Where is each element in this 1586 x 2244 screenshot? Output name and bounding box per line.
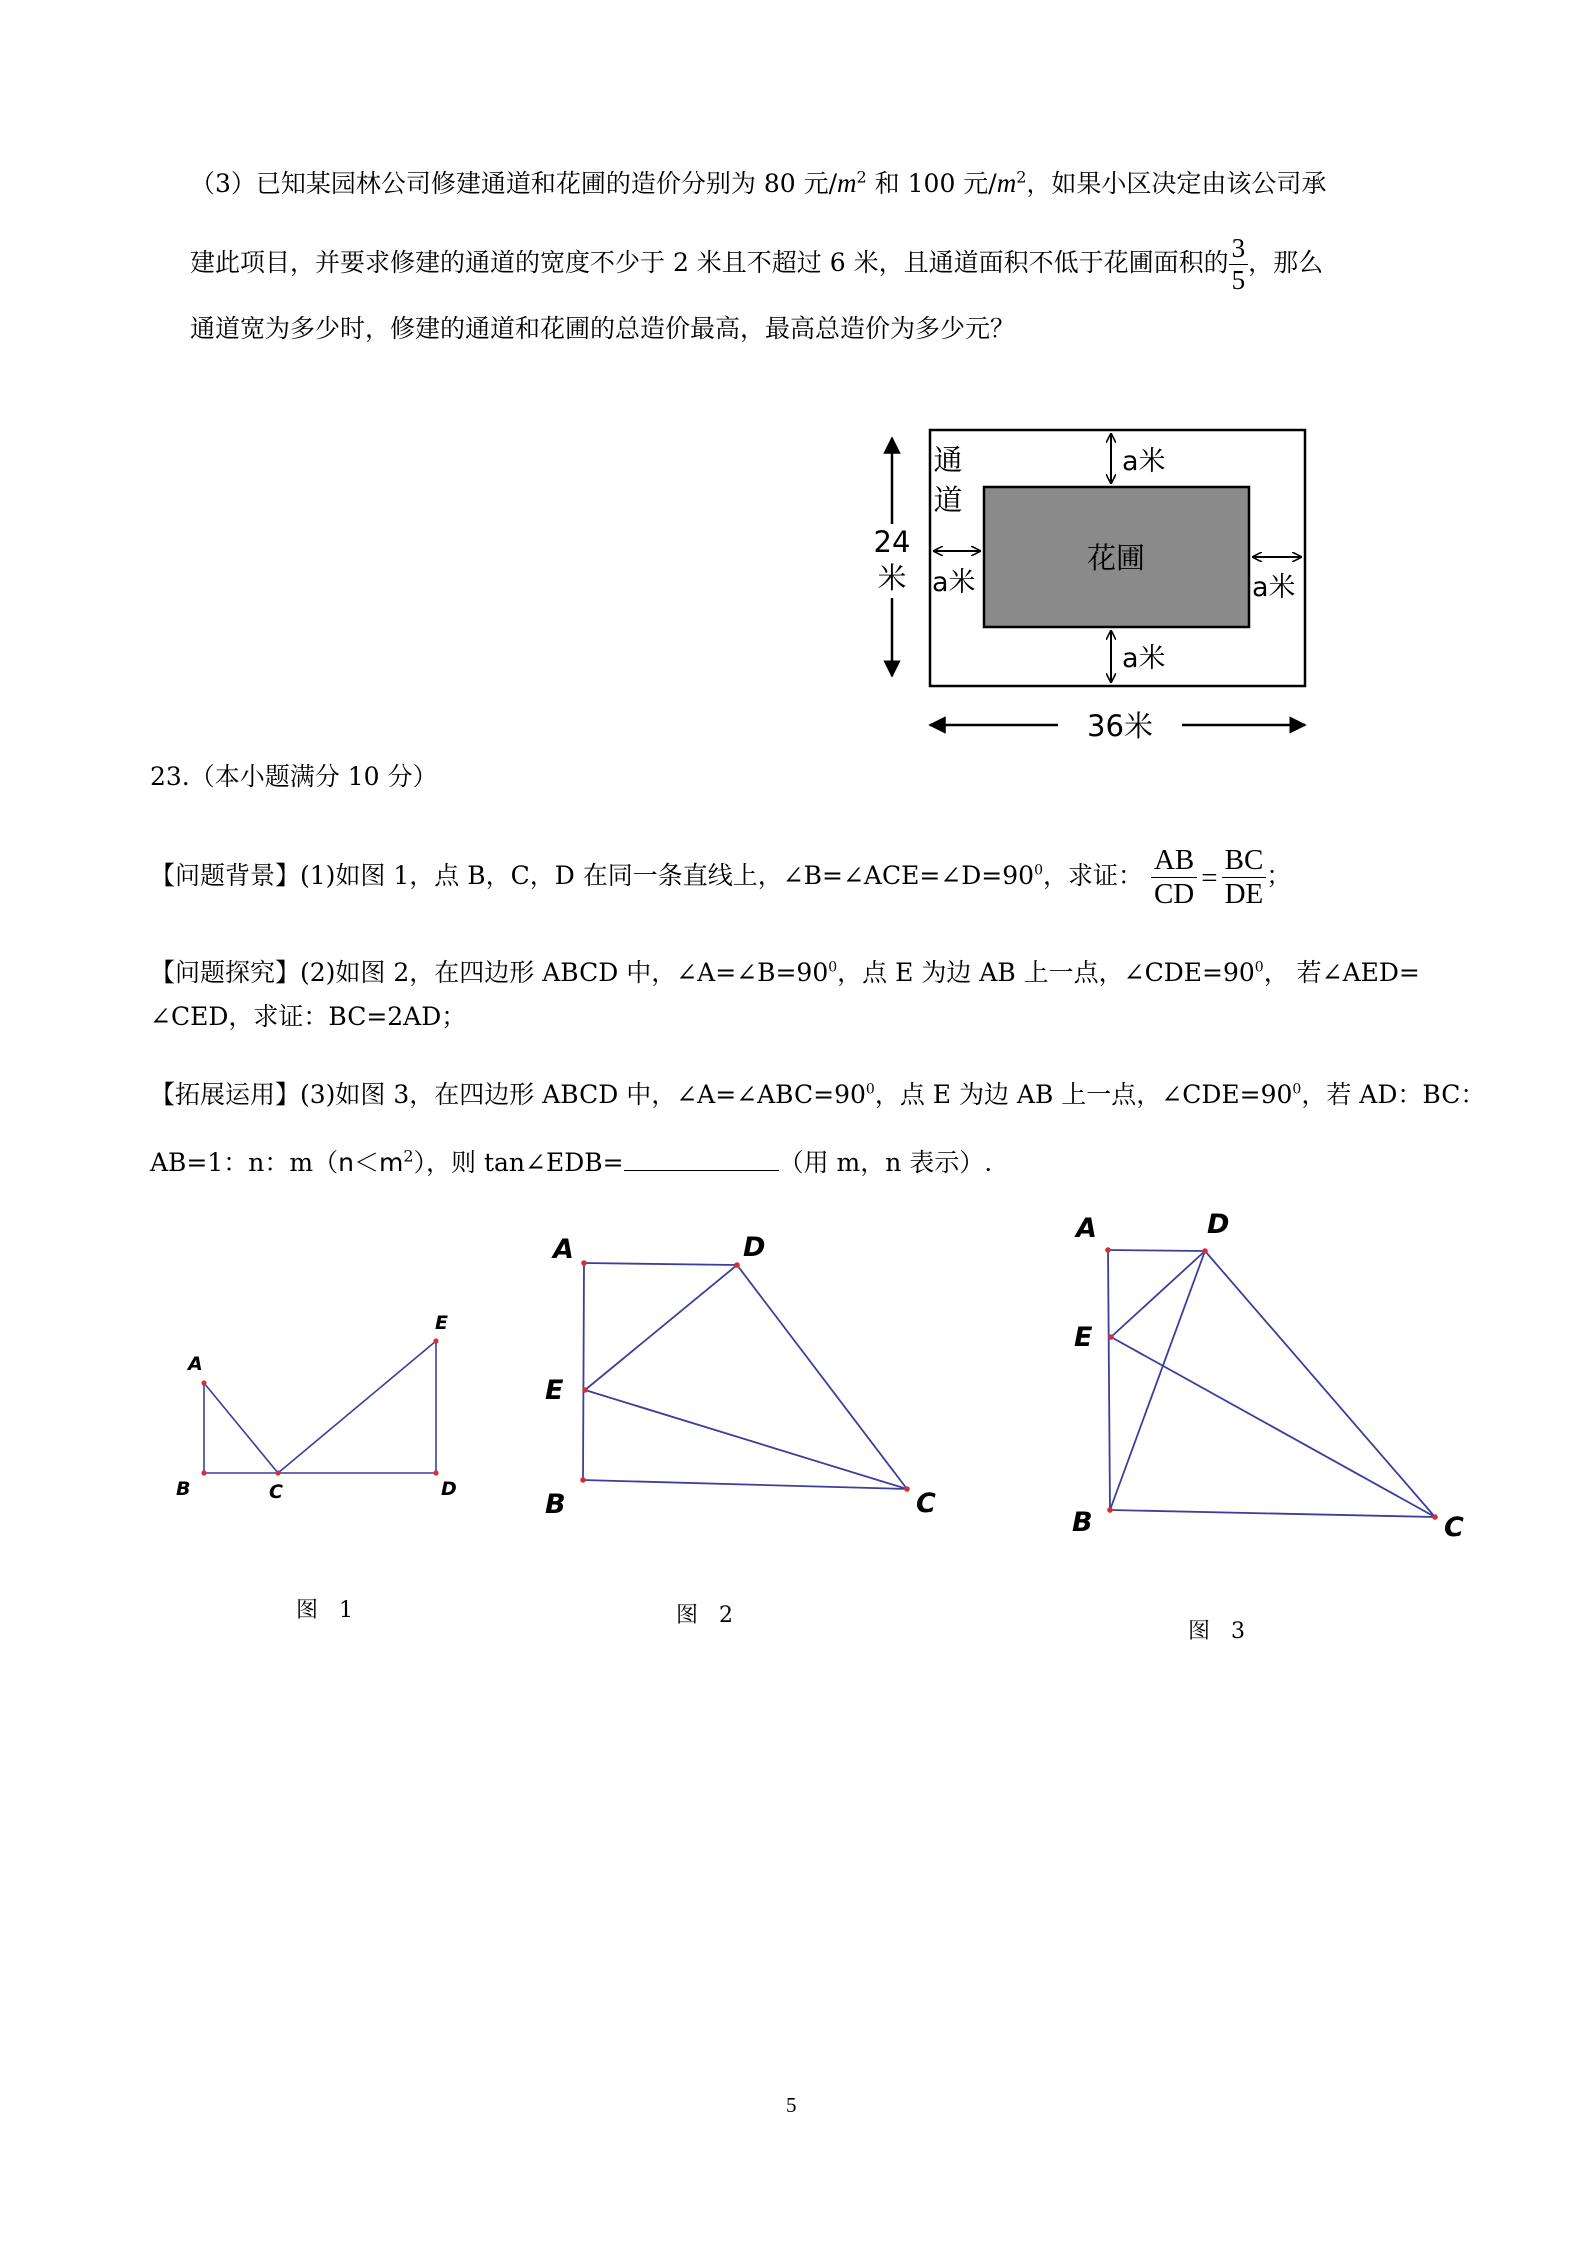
fig2-segment-ad xyxy=(584,1263,737,1265)
q22-part3-text-e: ，那么 xyxy=(1248,248,1324,277)
fraction-numerator: BC xyxy=(1222,844,1267,878)
fig2-point-c xyxy=(904,1486,910,1492)
q23-part1-text-b: ，求证： xyxy=(1042,861,1143,890)
fig1-segment-ac xyxy=(204,1383,278,1473)
q22-part3-text-b: 和 100 元/ xyxy=(866,169,997,198)
q23-part3-text-f: （用 m，n 表示）. xyxy=(778,1148,993,1177)
q23-part2-line2: ∠CED，求证：BC=2AD； xyxy=(150,1002,467,1031)
fig3-label-a: A xyxy=(1076,1213,1097,1244)
var-m: m xyxy=(378,1148,404,1177)
q23-part1-text-a: 【问题背景】(1)如图 1，点 B，C，D 在同一条直线上，∠B=∠ACE=∠D=90 xyxy=(150,861,1035,890)
fig2-segment-ab xyxy=(583,1263,584,1480)
fraction-ab-cd xyxy=(1151,844,1197,912)
left-gap-label: a米 xyxy=(932,567,976,598)
fig3-caption: 图 3 xyxy=(1188,1619,1245,1644)
unit-m: m xyxy=(837,168,857,198)
degree-sup: 0 xyxy=(1034,862,1043,879)
fraction-3-5 xyxy=(1229,233,1249,296)
q23-part3-line1 xyxy=(150,1078,1485,1112)
fig2-point-a xyxy=(581,1260,587,1266)
q23-part3-text-d: AB=1：n：m（ xyxy=(150,1148,339,1177)
bottom-gap-label: a米 xyxy=(1122,643,1166,674)
exponent-2: 2 xyxy=(403,1146,414,1166)
fig1-label-a: A xyxy=(188,1353,203,1375)
height-number: 24 xyxy=(873,525,911,559)
fig3-segment-ab xyxy=(1108,1250,1110,1510)
fig2-point-b xyxy=(580,1477,586,1483)
degree-sup: 0 xyxy=(1254,959,1264,976)
q23-part1 xyxy=(150,836,1291,918)
fig3-segment-bc xyxy=(1110,1510,1435,1517)
fig2-label-a: A xyxy=(553,1234,574,1265)
q23-part3-text-a: 【拓展运用】(3)如图 3，在四边形 ABCD 中，∠A=∠ABC=90 xyxy=(150,1080,866,1109)
fig1-caption: 图 1 xyxy=(296,1598,353,1623)
fig1-label-d: D xyxy=(441,1478,457,1500)
q23-part2-text-b: ，点 E 为边 AB 上一点，∠CDE=90 xyxy=(837,958,1255,987)
degree-sup: 0 xyxy=(1292,1081,1302,1098)
fig3-label-c: C xyxy=(1444,1512,1464,1543)
fig3-segment-ec xyxy=(1111,1337,1435,1517)
fig3-point-c xyxy=(1432,1514,1438,1520)
fig3-point-d xyxy=(1202,1248,1208,1254)
q22-part3-text-c: ，如果小区决定由该公司承 xyxy=(1026,169,1327,198)
fig3-segment-dc xyxy=(1205,1251,1435,1517)
fraction-denominator: CD xyxy=(1153,878,1195,910)
page-number: 5 xyxy=(786,2093,797,2117)
q22-part3-line3: 通道宽为多少时，修建的通道和花圃的总造价最高，最高总造价为多少元？ xyxy=(190,314,1016,343)
fig2-label-e: E xyxy=(545,1375,564,1406)
channel-label-1: 通 xyxy=(933,443,963,477)
q23-part2-text-c: ， 若∠AED= xyxy=(1263,958,1420,987)
q23-part3-text-c: ，若 AD：BC： xyxy=(1301,1080,1486,1109)
q22-part3-text-d: 建此项目，并要求修建的通道的宽度不少于 2 米且不超过 6 米，且通道面积不低于花圃面积的 xyxy=(190,248,1229,277)
garden-diagram xyxy=(870,420,1320,750)
q23-header: 23.（本小题满分 10 分） xyxy=(150,762,438,791)
fig1-point-b xyxy=(201,1470,206,1475)
fig1-label-e: E xyxy=(435,1312,448,1334)
var-n: n xyxy=(338,1148,354,1177)
fig3-segment-ed xyxy=(1111,1251,1205,1337)
answer-blank xyxy=(624,1150,779,1171)
channel-label-2: 道 xyxy=(933,483,963,517)
figure-3 xyxy=(1040,1195,1480,1555)
q22-part3-line2 xyxy=(190,228,1323,298)
less-than: ＜ xyxy=(353,1148,379,1177)
flowerbed-label: 花圃 xyxy=(1086,541,1146,575)
degree-sup: 0 xyxy=(865,1081,875,1098)
fig2-label-c: C xyxy=(916,1488,936,1519)
q22-part3-line1 xyxy=(190,166,1326,201)
height-unit: 米 xyxy=(877,561,907,595)
fig2-point-d xyxy=(734,1262,740,1268)
fig1-segment-ce xyxy=(278,1341,436,1473)
q23-part2-text-a: 【问题探究】(2)如图 2，在四边形 ABCD 中，∠A=∠B=90 xyxy=(150,958,829,987)
q23-part3-text-b: ，点 E 为边 AB 上一点，∠CDE=90 xyxy=(874,1080,1293,1109)
unit-m: m xyxy=(996,168,1017,198)
fig3-point-a xyxy=(1105,1247,1111,1253)
width-label: 36米 xyxy=(1087,709,1153,743)
fig3-segment-ad xyxy=(1108,1250,1205,1251)
fig2-segment-dc xyxy=(737,1265,907,1489)
q23-part3-line2 xyxy=(150,1146,992,1180)
q23-part1-end: ； xyxy=(1266,861,1292,890)
fig1-label-b: B xyxy=(176,1478,191,1500)
fraction-denominator: 5 xyxy=(1231,265,1246,295)
fig2-label-b: B xyxy=(545,1489,566,1520)
fig2-label-d: D xyxy=(743,1232,766,1263)
fig2-segment-ed xyxy=(585,1265,737,1390)
q23-part2-line1 xyxy=(150,956,1420,990)
figure-2 xyxy=(530,1215,970,1545)
figure-1 xyxy=(160,1290,480,1510)
fig2-segment-bc xyxy=(583,1480,907,1489)
fraction-bc-de xyxy=(1222,844,1267,912)
fig3-point-e xyxy=(1108,1334,1114,1340)
fig1-point-c xyxy=(275,1470,280,1475)
fig3-label-b: B xyxy=(1072,1507,1093,1538)
fig1-point-a xyxy=(201,1380,206,1385)
fig1-point-e xyxy=(433,1338,438,1343)
unit-exponent: 2 xyxy=(1016,167,1027,187)
fig3-point-b xyxy=(1107,1507,1113,1513)
right-gap-label: a米 xyxy=(1252,572,1296,603)
unit-exponent: 2 xyxy=(856,167,867,187)
fig3-label-d: D xyxy=(1207,1209,1230,1240)
fig3-label-e: E xyxy=(1074,1322,1093,1353)
fig1-point-d xyxy=(433,1470,438,1475)
top-gap-label: a米 xyxy=(1122,446,1166,477)
equals-sign: = xyxy=(1201,861,1218,894)
fraction-denominator: DE xyxy=(1224,878,1264,910)
fig2-point-e xyxy=(582,1387,588,1393)
fraction-numerator: AB xyxy=(1151,844,1197,878)
q23-part3-text-e: ），则 tan∠EDB= xyxy=(413,1148,624,1177)
fraction-numerator: 3 xyxy=(1229,233,1249,265)
fig1-label-c: C xyxy=(269,1481,283,1503)
degree-sup: 0 xyxy=(828,959,838,976)
q22-part3-text-a: （3）已知某园林公司修建通道和花圃的造价分别为 80 元/ xyxy=(190,169,838,198)
fig2-caption: 图 2 xyxy=(676,1603,733,1628)
fig2-segment-ec xyxy=(585,1390,907,1489)
